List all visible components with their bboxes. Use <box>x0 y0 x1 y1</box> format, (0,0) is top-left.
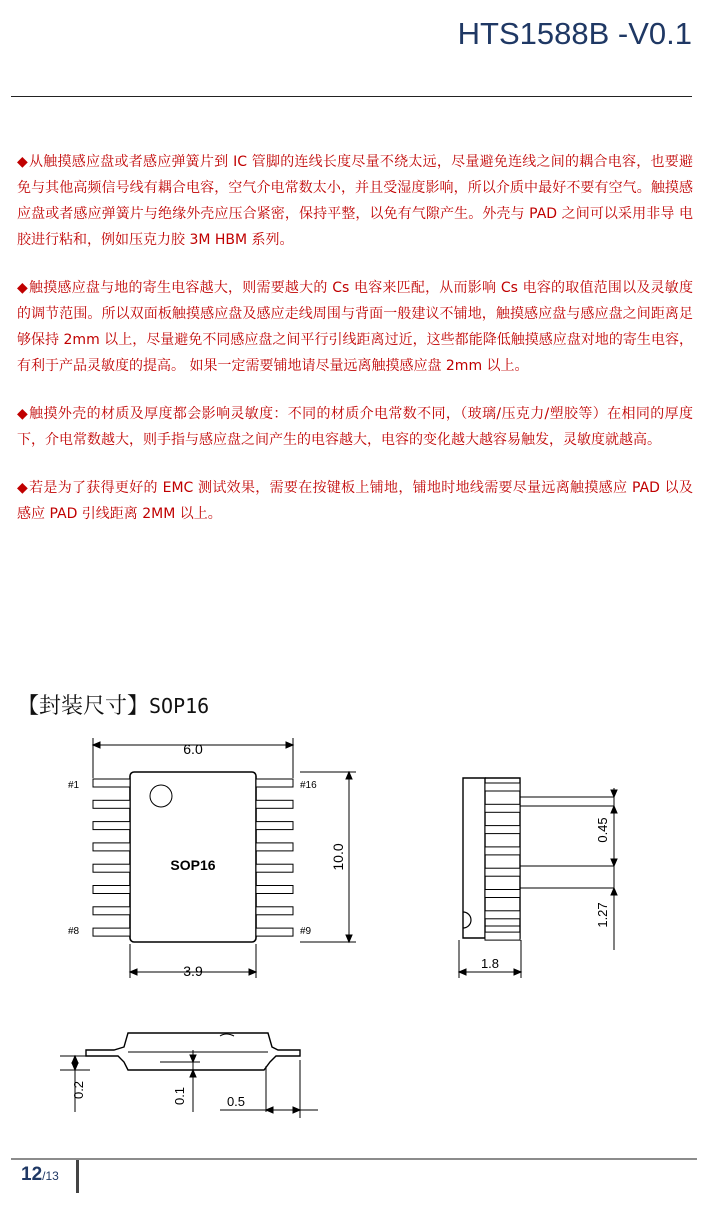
pin8-label: #8 <box>68 926 80 937</box>
ic-pin <box>256 907 293 915</box>
section-heading: 【封装尺寸】 <box>17 694 150 719</box>
diamond-bullet-icon: ◆ <box>17 480 29 496</box>
note-text: 触摸感应盘与地的寄生电容越大，则需要越大的 Cs 电容来匹配，从而影响 Cs 电容的取值范围以及灵敏度的调节范围。所以双面板触摸感应盘及感应走线周围与背面一般建议不铺地，触摸感应盘与感应盘之间距离足够保持 2mm 以上，尽量避免不同感应盘之间平行引线距离过近，这些都能降低触摸感应盘对地的寄生电容，有利于产品灵敏度的提高。 如果一定需要铺地请尽量远离触摸感应盘 2mm 以上。 <box>17 280 693 374</box>
side-lead <box>485 911 520 919</box>
current-page: 12 <box>21 1164 43 1185</box>
ic-pin <box>256 928 293 936</box>
dim-package-length: 10.0 <box>330 843 346 871</box>
ic-pin <box>256 800 293 808</box>
page-number <box>21 1164 59 1186</box>
ic-body-label: SOP16 <box>170 857 216 873</box>
dim-lead-thickness: 0.1 <box>172 1086 187 1106</box>
document-title: HTS1588B -V0.1 <box>457 16 692 51</box>
note-text: 若是为了获得更好的 EMC 测试效果，需要在按键板上铺地，铺地时地线需要尽量远离触摸感应 PAD 以及感应 PAD 引线距离 2MM 以上。 <box>17 480 693 522</box>
footer-divider <box>11 1158 697 1160</box>
total-pages: /13 <box>42 1169 59 1183</box>
dim-standoff: 0.2 <box>71 1080 86 1100</box>
package-name: SOP16 <box>149 694 210 718</box>
pin16-label: #16 <box>300 780 317 791</box>
ic-pin <box>256 864 293 872</box>
pin9-label: #9 <box>300 926 312 937</box>
footer-bar <box>76 1160 79 1193</box>
note-text: 从触摸感应盘或者感应弹簧片到 IC 管脚的连线长度尽量不绕太远，尽量避免连线之间的耦合电容，也要避免与其他高频信号线有耦合电容，空气介电常数太小，并且受湿度影响，所以介质中最好不要有空气。触摸感应盘或者感应弹簧片与绝缘外壳应压合紧密，保持平整，以免有气隙产生。外壳与 PAD 之间可以采用非导 电胶进行粘和，例如压克力胶 3M HBM 系列。 <box>17 154 693 248</box>
ic-pin <box>256 843 293 851</box>
dim-lead-width: 0.45 <box>595 817 610 843</box>
side-lead <box>485 890 520 898</box>
dim-foot-length: 0.5 <box>226 1094 246 1109</box>
side-lead <box>485 847 520 855</box>
diamond-bullet-icon: ◆ <box>17 280 28 296</box>
ic-pin <box>93 800 130 808</box>
ic-pin <box>93 907 130 915</box>
ic-pin <box>93 886 130 894</box>
ic-pin <box>93 928 130 936</box>
diamond-bullet-icon: ◆ <box>17 406 29 422</box>
ic-pin <box>93 822 130 830</box>
ic-pin <box>93 843 130 851</box>
ic-pin <box>256 886 293 894</box>
pin1-marker-icon <box>150 785 172 807</box>
pin1-label: #1 <box>68 780 80 791</box>
dim-body-width: 3.9 <box>183 963 203 979</box>
side-lead <box>485 783 520 791</box>
dim-package-width: 6.0 <box>183 741 203 757</box>
side-lead <box>485 804 520 812</box>
ic-pin <box>256 822 293 830</box>
side-lead <box>485 932 520 940</box>
side-body-outline <box>463 778 485 938</box>
diamond-bullet-icon: ◆ <box>17 154 29 170</box>
side-lead <box>485 868 520 876</box>
note-text: 触摸外壳的材质及厚度都会影响灵敏度：不同的材质介电常数不同，（玻璃/压克力/塑胶等）在相同的厚度下，介电常数越大，则手指与感应盘之间产生的电容越大，电容的变化越大越容易触发，灵敏度就越高。 <box>17 406 693 448</box>
left-pin-row <box>93 779 130 936</box>
dim-lead-pitch: 1.27 <box>595 902 610 928</box>
ic-pin <box>256 779 293 787</box>
ic-pin <box>93 779 130 787</box>
side-lead <box>485 826 520 834</box>
dim-package-height: 1.8 <box>480 956 500 971</box>
right-pin-row <box>256 779 293 936</box>
ic-pin <box>93 864 130 872</box>
side-lead-row <box>485 783 520 940</box>
